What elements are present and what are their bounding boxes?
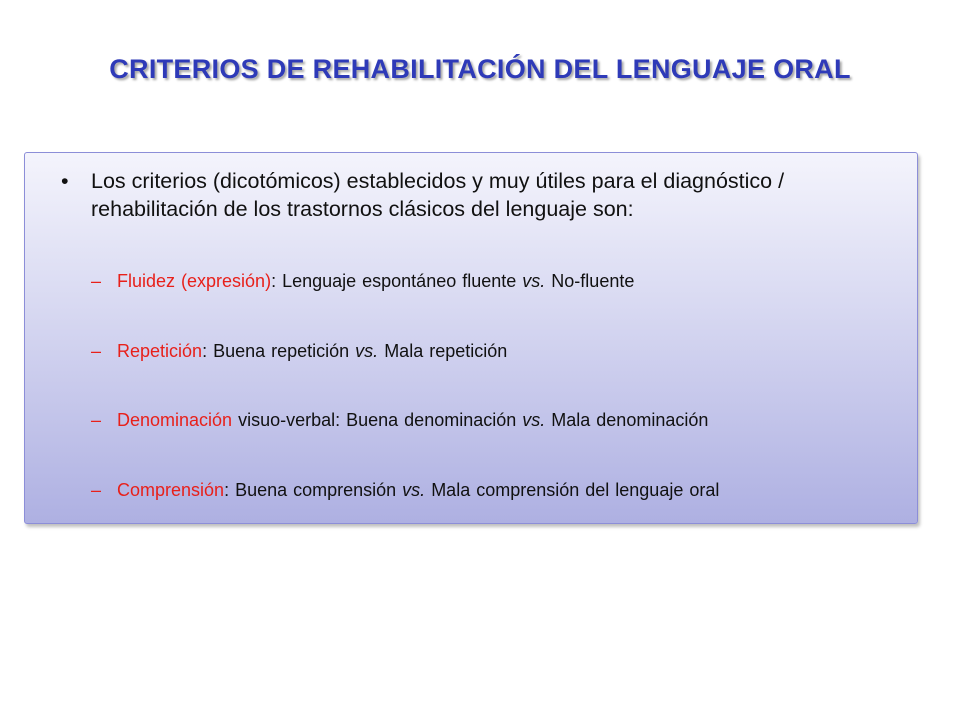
criterion-term: Denominación <box>117 410 233 430</box>
versus-label: vs. <box>522 410 546 430</box>
criterion-fluidez <box>91 269 634 293</box>
criterion-description: visuo-verbal: Buena denominación <box>232 410 523 430</box>
criterion-term: Comprensión <box>117 480 225 500</box>
dash-icon: – <box>91 480 102 500</box>
intro-bullet <box>61 167 895 223</box>
versus-label: vs. <box>355 341 379 361</box>
content-box <box>24 152 918 524</box>
dash-icon: – <box>91 341 102 361</box>
criterion-contrast: Mala comprensión del lenguaje oral <box>425 480 720 500</box>
slide-title: CRITERIOS DE REHABILITACIÓN DEL LENGUAJE ORAL <box>109 54 851 84</box>
dash-icon: – <box>91 271 102 291</box>
criterion-description: : Buena comprensión <box>224 480 403 500</box>
criterion-term: Fluidez (expresión) <box>117 271 272 291</box>
criterion-description: : Buena repetición <box>202 341 356 361</box>
versus-label: vs. <box>522 271 546 291</box>
intro-text: Los criterios (dicotómicos) establecidos y muy útiles para el diagnóstico / rehabilitación de los trastornos clásicos del lenguaje son: <box>91 169 785 221</box>
criterion-term: Repetición <box>117 341 203 361</box>
criterion-comprension <box>91 478 719 502</box>
bullet-dot-icon: • <box>61 169 69 193</box>
versus-label: vs. <box>402 480 426 500</box>
dash-icon: – <box>91 410 102 430</box>
criterion-contrast: No-fluente <box>545 271 635 291</box>
criterion-denominacion <box>91 408 708 432</box>
criterion-contrast: Mala repetición <box>378 341 508 361</box>
criterion-contrast: Mala denominación <box>545 410 709 430</box>
criterion-description: : Lenguaje espontáneo fluente <box>271 271 523 291</box>
criterion-repeticion <box>91 339 507 363</box>
